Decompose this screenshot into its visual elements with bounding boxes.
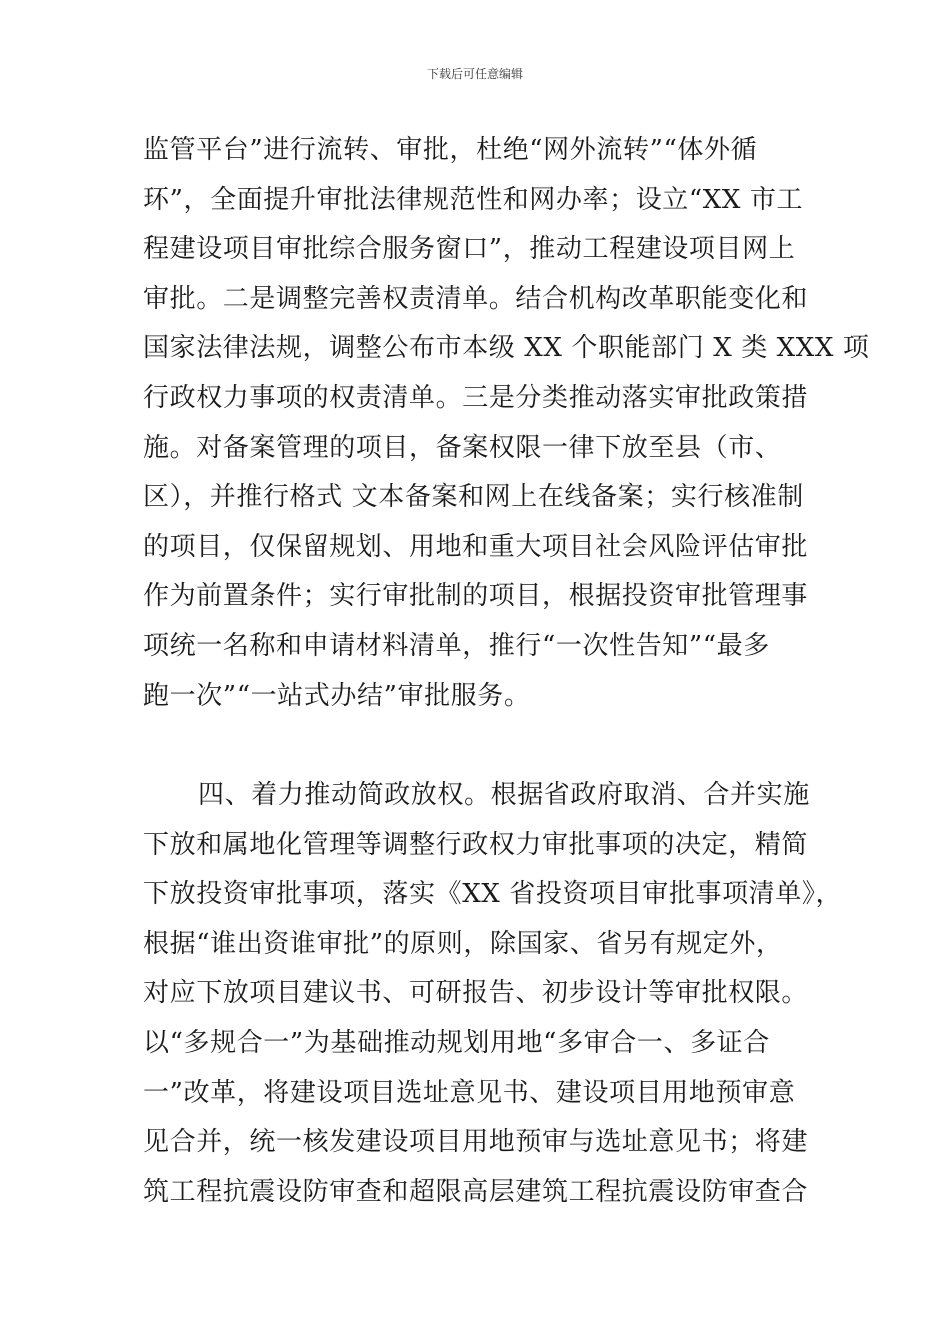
text-line: 跑一次”“一站式办结”审批服务。 xyxy=(143,680,531,711)
text-line: 监管平台”进行流转、审批，杜绝“网外流转”“体外循 xyxy=(143,135,758,165)
text-line: 筑工程抗震设防审查和超限高层建筑工程抗震设防审查合 xyxy=(143,1176,809,1207)
text-line: 根据“谁出资谁审批”的原则，除国家、省另有规定外， xyxy=(143,928,783,959)
paragraph-2 xyxy=(143,771,843,1217)
text-line: 下放投资审批事项，落实《XX 省投资项目审批事项清单》， xyxy=(143,879,843,910)
text-line: 作为前置条件；实行审批制的项目，根据投资审批管理事 xyxy=(143,581,809,612)
text-line: 环”，全面提升审批法律规范性和网办率；设立“XX 市工 xyxy=(143,184,804,215)
text-line: 施。对备案管理的项目，备案权限一律下放至县（市、 xyxy=(143,432,782,463)
text-line: 下放和属地化管理等调整行政权力审批事项的决定，精简 xyxy=(143,829,809,860)
text-line: 一”改革，将建设项目选址意见书、建设项目用地预审意 xyxy=(143,1077,796,1108)
text-line: 程建设项目审批综合服务窗口”，推动工程建设项目网上 xyxy=(143,234,796,265)
text-line: 审批。二是调整完善权责清单。结合机构改革职能变化和 xyxy=(143,283,809,314)
text-line: 见合并，统一核发建设项目用地预审与选址意见书；将建 xyxy=(143,1127,809,1158)
paragraph-1 xyxy=(143,126,870,721)
text-line: 国家法律法规，调整公布市本级 XX 个职能部门 X 类 XXX 项 xyxy=(143,333,870,364)
text-line: 对应下放项目建议书、可研报告、初步设计等审批权限。 xyxy=(143,978,809,1009)
text-line: 区），并推行格式 文本备案和网上在线备案；实行核准制 xyxy=(143,482,804,513)
text-line-first: 四、着力推动简政放权。根据省政府取消、合并实施 xyxy=(198,780,810,810)
text-line: 项统一名称和申请材料清单，推行“一次性告知”“最多 xyxy=(143,630,770,661)
page-header: 下载后可任意编辑 xyxy=(426,67,523,81)
text-line: 行政权力事项的权责清单。三是分类推动落实审批政策措 xyxy=(143,382,809,413)
text-line: 的项目，仅保留规划、用地和重大项目社会风险评估审批 xyxy=(143,531,809,562)
text-line: 以“多规合一”为基础推动规划用地“多审合一、多证合 xyxy=(143,1027,770,1058)
